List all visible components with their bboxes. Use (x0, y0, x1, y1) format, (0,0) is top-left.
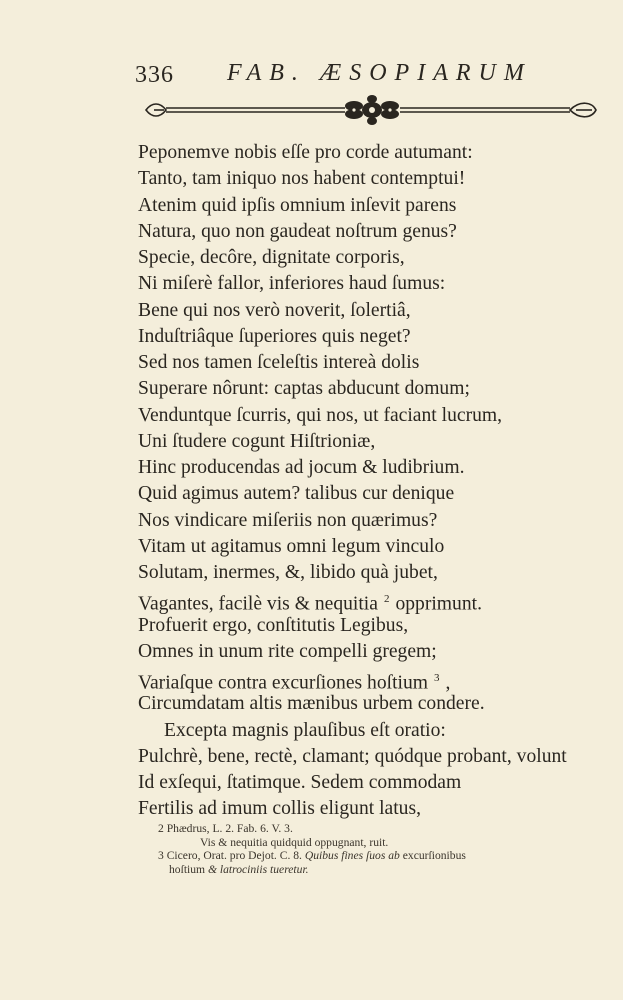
verse-line: Id exſequi, ſtatimque. Sedem commodam (138, 772, 462, 793)
footnote-quote: Quibus fines ſuos ab (304, 849, 400, 862)
footnote-2 (158, 822, 618, 836)
verse-line: Vitam ut agitamus omni legum vinculo (138, 535, 445, 557)
footnotes (158, 822, 618, 876)
footnote-marker: 2 (158, 822, 164, 835)
running-title: FAB. ÆSOPIARUM (227, 60, 532, 86)
verse-line: Hinc producendas ad jocum & ludibrium. (138, 457, 465, 478)
verse-line: Profuerit ergo, conſtitutis Legibus, (138, 614, 409, 636)
verse-line: Pulchrè, bene, rectè, clamant; quódque probant, volunt (138, 745, 567, 767)
footnote-text: hoſtium (169, 862, 206, 876)
footnote-quote: & latrociniis tueretur. (207, 862, 309, 876)
verse-line: Bene qui nos verò noverit, ſolertiâ, (138, 299, 411, 321)
verse-line: Uni ſtudere cogunt Hiſtrioniæ, (138, 430, 376, 452)
verse-line: Atenim quid ipſis omnium inſevit parens (138, 194, 457, 216)
verse-line: Circumdatam altis mænibus urbem condere. (138, 693, 485, 715)
verse-line: Quid agimus autem? talibus cur denique (138, 483, 455, 505)
verse-line: Sed nos tamen ſceleſtis intereà dolis (138, 352, 420, 373)
verse-line: Peponemve nobis eſſe pro corde autumant: (138, 142, 473, 163)
footnote-text: Cicero, Orat. pro Dejot. C. 8. (166, 849, 302, 862)
verse-line: Natura, quo non gaudeat noſtrum genus? (138, 220, 457, 242)
footnote-reference: 2 (383, 593, 390, 606)
verse-line: Superare nôrunt: captas abducunt domum; (138, 378, 470, 400)
verse-line-text: opprimunt. (395, 593, 482, 615)
verse-line: Induſtriâque ſuperiores quis neget? (138, 325, 411, 347)
footnote-3-continuation (158, 863, 618, 877)
verse-line: Fertilis ad imum collis eligunt latus, (138, 798, 421, 820)
page-header (135, 60, 545, 94)
verse-text (138, 140, 618, 823)
verse-line-text: , (445, 672, 451, 694)
footnote-text: Phædrus, L. 2. Fab. 6. V. 3. (166, 822, 293, 835)
verse-line: Excepta magnis plauſibus eſt oratio: (164, 719, 446, 741)
footnote-reference: 3 (434, 672, 440, 684)
verse-line-text: Vagantes, facilè vis & nequitia (138, 593, 378, 615)
verse-line: Solutam, inermes, &, libido quà jubet, (138, 562, 438, 583)
footnote-marker: 3 (158, 849, 164, 862)
verse-line: Ni miſerè fallor, inferiores haud ſumus: (138, 273, 446, 295)
footnote-3 (158, 849, 618, 863)
verse-line: Tanto, tam iniquo nos habent contemptui! (138, 168, 466, 190)
page-number: 336 (135, 62, 174, 88)
floral-rule-ornament-icon (140, 94, 602, 126)
verse-line (138, 586, 618, 615)
verse-line: Omnes in unum rite compelli gregem; (138, 640, 437, 662)
footnote-2-quote: Vis & nequitia quidquid oppugnant, ruit. (200, 835, 389, 849)
verse-line: Venduntque ſcurris, qui nos, ut faciant lucrum, (138, 404, 503, 426)
verse-line: Specie, decôre, dignitate corporis, (138, 247, 405, 268)
verse-line-text: Variaſque contra excurſiones hoſtium (138, 672, 429, 694)
verse-line (138, 665, 618, 694)
footnote-text: excurſionibus (402, 849, 466, 862)
verse-line: Nos vindicare miſeriis non quærimus? (138, 509, 438, 531)
